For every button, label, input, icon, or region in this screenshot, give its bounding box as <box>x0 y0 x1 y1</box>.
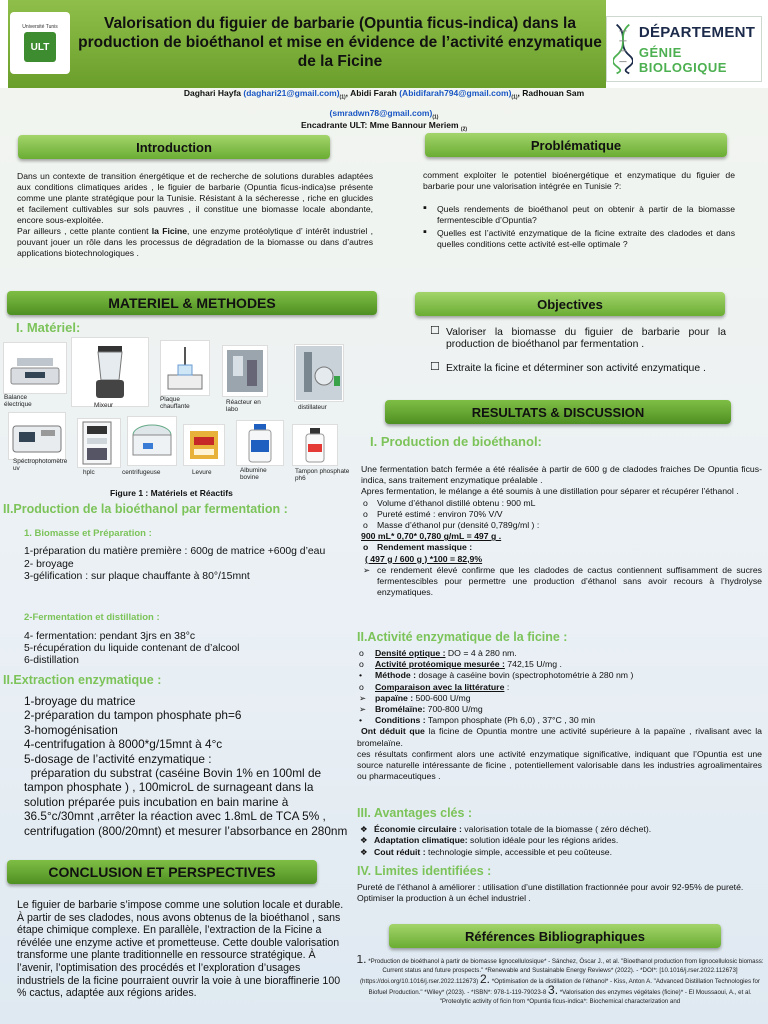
enzyme-line-value: DO = 4 à 280 nm. <box>445 648 517 658</box>
bullet: • <box>359 670 363 681</box>
reactor-image <box>222 345 268 397</box>
references-list <box>356 955 764 1024</box>
equipment-label: Tampon phosphate ph6 <box>295 468 350 482</box>
production-title: II.Production de la bioéthanol par fermentation : <box>3 502 288 516</box>
supervisor-line <box>0 120 768 133</box>
results-sec1-p2: Apres fermentation, le mélange a été soumis à une distillation pour séparer et récupérer l’éthanol . <box>361 486 739 497</box>
yield-comment-row: ➢ ce rendement élevé confirme que les cladodes de cactus contiennent suffisamment de sucres fermentescibles pour permettre une production d’éthanol sans avoir recours à l’hydrolyse enzymatiques. <box>363 564 762 598</box>
step1-list <box>24 546 354 584</box>
objective-item: ☐ Valoriser la biomasse du figuier de barbarie pour la production de bioéthanol par fermentation . <box>430 327 726 352</box>
extraction-item: 4-centrifugation à 8000*g/15mnt à 4°c <box>24 737 223 752</box>
sec1-item-text: Pureté estimé : environ 70% V/V <box>377 508 503 519</box>
introduction-heading: Introduction <box>18 135 330 159</box>
enzyme-line-value: : <box>504 681 510 692</box>
enzyme-line-label: Densité optique : <box>375 648 446 658</box>
enzyme-line-label: Méthode : <box>375 670 417 681</box>
bullet: o <box>359 659 364 670</box>
references-heading: Références Bibliographiques <box>389 924 721 948</box>
results-sec2 <box>357 648 762 782</box>
author2-aff: (1) <box>511 94 518 101</box>
extraction-item: préparation du substrat (caséine Bovin 1% en 100ml de tampon phosphate ) , 100microL de surnageant dans la solution préparée puis incubation en bain marine à 36.5°c/30mnt ,arrêter la réaction avec 1.8mL de TCA 5% , centrifugation (800/20mnt) et mesurer l’absorbance en 280nm <box>24 766 348 838</box>
ref-item: *Valorisation des enzymes végétales (ficine)* - El Moussaoui, A., et al. "Proteolytic activity of ficin from *Opuntia ficus-indica*: Biochemical characterization and <box>439 989 752 1005</box>
materiel-title: I. Matériel: <box>16 320 81 335</box>
hplc-image <box>77 418 121 468</box>
author1-name: Daghari Hayfa <box>183 88 242 98</box>
results-sec1-title: I. Production de bioéthanol: <box>370 434 542 449</box>
problematique-text <box>423 170 735 250</box>
step2-list <box>24 631 354 667</box>
authors-line1 <box>0 88 768 101</box>
advantage-item: ❖ Adaptation climatique: solution idéale pour les régions arides. <box>360 835 619 846</box>
equipment-label: Mixeur <box>94 402 114 409</box>
enzyme-line <box>357 715 762 726</box>
dept-line1: DÉPARTEMENT <box>638 23 756 41</box>
spectrophotometer-image <box>8 412 66 460</box>
step1-item: 3-gélification : sur plaque chauffante à 80°/15mnt <box>24 571 250 582</box>
ref-item: *Optimisation de la distillation de l’éthanol* - Kiss, Anton A. "Advanced Distillation Technologies for Biofuel Production." *Wiley* (2023). - *ISBN*: 978-1-119-79023-8 <box>368 978 760 996</box>
enzyme-line <box>357 682 762 693</box>
results-sec2-p2: ces résultats confirment alors une activité enzymatique significative, indiquant que l’Opuntia est une source naturelle intéressante de ficine , potentiellement valorisable dans les industries agroalimentaires ou pharmaceutiques . <box>357 748 762 782</box>
objectives-list <box>430 327 726 375</box>
department-logo <box>606 16 762 82</box>
phosphate-buffer-image <box>292 424 338 466</box>
intro-p2-end: , une enzyme protéolytique d’ intérêt industriel , pouvant jouer un rôle dans les processus de dégradation de la biomasse ou dans d’autres applications biotechnologiques . <box>17 226 373 258</box>
results-sec2-p1 <box>357 726 762 748</box>
mixer-image <box>71 337 149 407</box>
step1-title: 1. Biomasse et Préparation : <box>24 528 152 539</box>
enzyme-line <box>357 670 762 681</box>
equipment-label: distillateur <box>298 404 327 411</box>
yeast-image <box>183 424 225 466</box>
results-sec2-title: II.Activité enzymatique de la ficine : <box>357 630 568 644</box>
equipment-label: Réacteur en labo <box>226 399 261 413</box>
equipment-label: Balance électrique <box>4 394 32 408</box>
author3-name: , Radhouan Sam <box>517 88 585 98</box>
albumin-image <box>236 420 284 466</box>
advantage-value: technologie simple, accessible et peu coûteuse. <box>425 846 613 857</box>
enzyme-line <box>357 659 762 670</box>
equipment-label: Spéctrophotomètre uv <box>13 458 68 472</box>
results-sec1-p1: Une fermentation batch fermée a été réalisée à partir de 600 g de cladodes fraiches De Opuntia ficus-indica, sans traitement enzymatique préalable . <box>361 464 762 486</box>
enzyme-line-value: 742,15 U/mg . <box>504 659 562 670</box>
introduction-p2 <box>17 226 373 259</box>
bullet: o <box>359 648 364 658</box>
intro-p2-bold: la Ficine <box>151 226 188 236</box>
equipment-label: hplc <box>83 469 95 476</box>
equipment-label: Levure <box>192 469 212 476</box>
balance-image <box>3 342 67 394</box>
enzyme-line-value: 700-800 U/mg <box>425 704 483 715</box>
advantage-item: ❖ Cout réduit : technologie simple, accessible et peu coûteuse. <box>360 846 613 857</box>
author1-aff: (1) <box>339 94 346 101</box>
equipment-label: centrifugeuse <box>122 469 161 476</box>
yield-calc: ( 497 g / 600 g ) *100 = 82,9% <box>365 553 483 564</box>
advantage-label: Économie circulaire : <box>374 824 462 834</box>
step2-item: 4- fermentation: pendant 3jrs en 38°c <box>24 631 196 642</box>
logo-small-text: Université Tunis <box>22 24 58 30</box>
problematique-lead: comment exploiter le potentiel bioénergétique et enzymatique du figuier de barbarie pour une valorisation intégrée en Tunisie ?: <box>423 170 735 191</box>
author2-email: (Abidifarah794@gmail.com) <box>399 88 512 98</box>
yield-label-row: o Rendement massique : <box>363 542 473 553</box>
results-sec1-item: o Pureté estimé : environ 70% V/V <box>363 508 503 519</box>
step2-title: 2-Fermentation et distillation : <box>24 612 160 623</box>
bullet: • <box>359 715 363 726</box>
introduction-p1: Dans un contexte de transition énergétique et de recherche de solutions durables adaptées aux conditions climatiques arides , le figuier de barbarie (Opuntia ficus-indica)se présente comme une plante stratégique pour la Tunisie. Résistant à la sécheresse , riche en glucides et facilement cultivables sur sols pauvres , il constitue une biomasse locale abondante, encore sous-exploitée. <box>17 171 373 225</box>
bullet: ➢ <box>359 704 367 715</box>
figure-caption: Figure 1 : Matériels et Réactifs <box>110 488 233 498</box>
step1-item: 1-préparation du matière première : 600g de matrice +600g d’eau <box>24 546 326 557</box>
problematique-item: ▪ Quelles est l’activité enzymatique de la ficine extraite des cladodes et dans quelles conditions cette activité est-elle optimale ? <box>423 228 735 250</box>
sec1-item-text: Masse d’éthanol pur (densité 0,789g/ml ) : <box>377 520 540 531</box>
extraction-item: 1-broyage du matrice <box>24 694 136 708</box>
enzyme-line-label: Conditions : <box>375 715 426 726</box>
dna-icon <box>613 20 633 78</box>
results-sec1-item: o Masse d’éthanol pur (densité 0,789g/ml ) : <box>363 520 540 531</box>
yield-comment: ce rendement élevé confirme que les cladodes de cactus contiennent suffisamment de sucres fermentescibles pour permettre une production d’éthanol sans avoir recours à l’hydrolyse enzymatiques. <box>377 564 762 598</box>
conclusion-text: Le figuier de barbarie s’impose comme une solution locale et durable. À partir de ses cladodes, nous avons obtenus de la bioéthanol , sans étape chimique complexe. En parallèle, l’extraction de la Ficine a révélée une enzyme active et prometteuse. Cette double valorisation transforme une plante traditionnelle en ressource stratégique. À l’avenir, l’optimisation des procédés et l’exploration d’usages industriels de la ficine pourraient ouvrir la voie à une bioraffinerie 100 % cactus, adaptée aux régions arides. <box>17 899 344 1000</box>
logo-mark: ULT <box>24 32 56 62</box>
introduction-text <box>17 171 373 259</box>
problematique-list <box>423 204 735 250</box>
sec1-item-text: Volume d’éthanol distillé obtenu : 900 mL <box>377 497 536 508</box>
enzyme-line-value: 500-600 U/mg <box>413 692 471 703</box>
extraction-item: 3-homogénisation <box>24 722 118 737</box>
advantage-item: ❖ Économie circulaire : valorisation totale de la biomasse ( zéro déchet). <box>360 824 652 834</box>
equipment-label: Plaque chauffante <box>160 396 190 410</box>
extraction-item: 2-préparation du tampon phosphate ph=6 <box>24 708 242 723</box>
objective-item: ☐ Extraite la ficine et déterminer son activité enzymatique . <box>430 363 726 375</box>
sec2-p1-rest: la ficine de Opuntia montre une activité supérieure à la papaïne , rivalisant avec la bromelaïne. <box>357 726 762 748</box>
conclusion-heading: CONCLUSION ET PERSPECTIVES <box>7 860 317 884</box>
advantage-value: valorisation totale de la biomasse ( zéro déchet). <box>461 824 652 834</box>
limits-p1: Pureté de l’éthanol à améliorer : utilisation d’une distillation fractionnée pour avoir 92-95% de pureté. <box>357 882 744 892</box>
results-sec3 <box>360 824 760 858</box>
objectives-heading: Objectives <box>415 292 725 316</box>
results-sec4-title: IV. Limites identifiées : <box>357 864 492 878</box>
equipment-label: Albumine bovine <box>240 467 267 481</box>
results-sec1-item: o Volume d’éthanol distillé obtenu : 900 mL <box>363 497 536 508</box>
supervisor: Encadrante ULT: Mme Bannour Meriem <box>300 120 459 130</box>
advantage-value: solution idéale pour les régions arides. <box>467 835 619 846</box>
authors-line2 <box>0 108 768 121</box>
sec2-p1-bold: Ont déduit que <box>361 726 425 737</box>
enzyme-line-label: Bromélaïne: <box>375 704 426 715</box>
step1-item: 2- broyage <box>24 558 74 570</box>
results-sec4 <box>357 882 762 905</box>
centrifuge-image <box>127 416 177 466</box>
bullet: o <box>359 681 364 692</box>
results-heading: RESULTATS & DISCUSSION <box>385 400 731 424</box>
bullet: ➢ <box>359 692 367 703</box>
enzyme-line-value: Tampon phosphate (Ph 6,0) , 37°C , 30 min <box>425 715 596 726</box>
extraction-item: 5-dosage de l’activité enzymatique : <box>24 751 212 766</box>
enzyme-line <box>357 648 762 659</box>
results-sec1 <box>361 464 762 598</box>
extraction-list <box>24 694 356 838</box>
ref-item: *Production de bioéthanol à partir de biomasse lignocellulosique* - Sánchez, Óscar J., et al. "Bioethanol production from lignocellulosic biomass: Current status and future prospects." *Renewable and Sustainable Energy Reviews* (2022). - *DOI*: [10.1016/j.rser.2022.112673](https://doi.org/10.1016/j.rser.2022.112673) <box>360 958 764 985</box>
enzyme-line-label: Activité protéomique mesurée : <box>375 659 505 670</box>
author3-email: (smradwn78@gmail.com) <box>329 108 433 118</box>
distiller-image <box>294 344 344 402</box>
author2-name: , Abidi Farah <box>345 88 397 98</box>
enzyme-line-label: Comparaison avec la littérature <box>375 681 505 692</box>
extraction-title: II.Extraction enzymatique : <box>3 673 162 687</box>
enzyme-line-value: dosage à caséine bovin (spectrophotométrie à 280 nm ) <box>416 670 634 681</box>
author1-email: (daghari21@gmail.com) <box>243 88 340 98</box>
university-logo <box>10 12 70 74</box>
problematique-heading: Problématique <box>425 133 727 157</box>
methods-heading: MATERIEL & METHODES <box>7 291 377 315</box>
ref-number: 1. <box>356 955 367 966</box>
supervisor-aff: (2) <box>460 126 468 133</box>
results-sec3-title: III. Avantages clés : <box>357 806 473 820</box>
step2-item: 6-distillation <box>24 655 79 666</box>
hotplate-image <box>160 340 210 396</box>
poster-title: Valorisation du figuier de barbarie (Opuntia ficus-indica) dans la production de bioéthanol et mise en évidence de l’activité enzymatique de la Ficine <box>78 15 602 70</box>
enzyme-line <box>357 693 762 704</box>
enzyme-line-label: papaïne : <box>375 692 414 703</box>
problematique-item: ▪ Quels rendements de bioéthanol peut on obtenir à partir de la biomasse fermentescible d’Opuntia? <box>423 204 735 226</box>
dept-line2: GÉNIE BIOLOGIQUE <box>638 44 727 75</box>
intro-p2-start: Par ailleurs , cette plante contient <box>17 226 152 236</box>
step2-item: 5-récupération du liquide contenant de d’alcool <box>24 643 240 654</box>
mass-calc: 900 mL* 0,70* 0,780 g/mL = 497 g . <box>361 531 502 542</box>
limits-p2: Optimiser la production à un échel industriel . <box>357 893 531 904</box>
ref-number: 3. <box>548 983 559 997</box>
ref-number: 2. <box>479 972 490 986</box>
enzyme-line <box>357 704 762 715</box>
advantage-label: Cout réduit : <box>374 846 426 857</box>
advantage-label: Adaptation climatique: <box>374 835 468 846</box>
yield-label: Rendement massique : <box>377 542 473 553</box>
author3-aff: (1) <box>432 114 439 121</box>
